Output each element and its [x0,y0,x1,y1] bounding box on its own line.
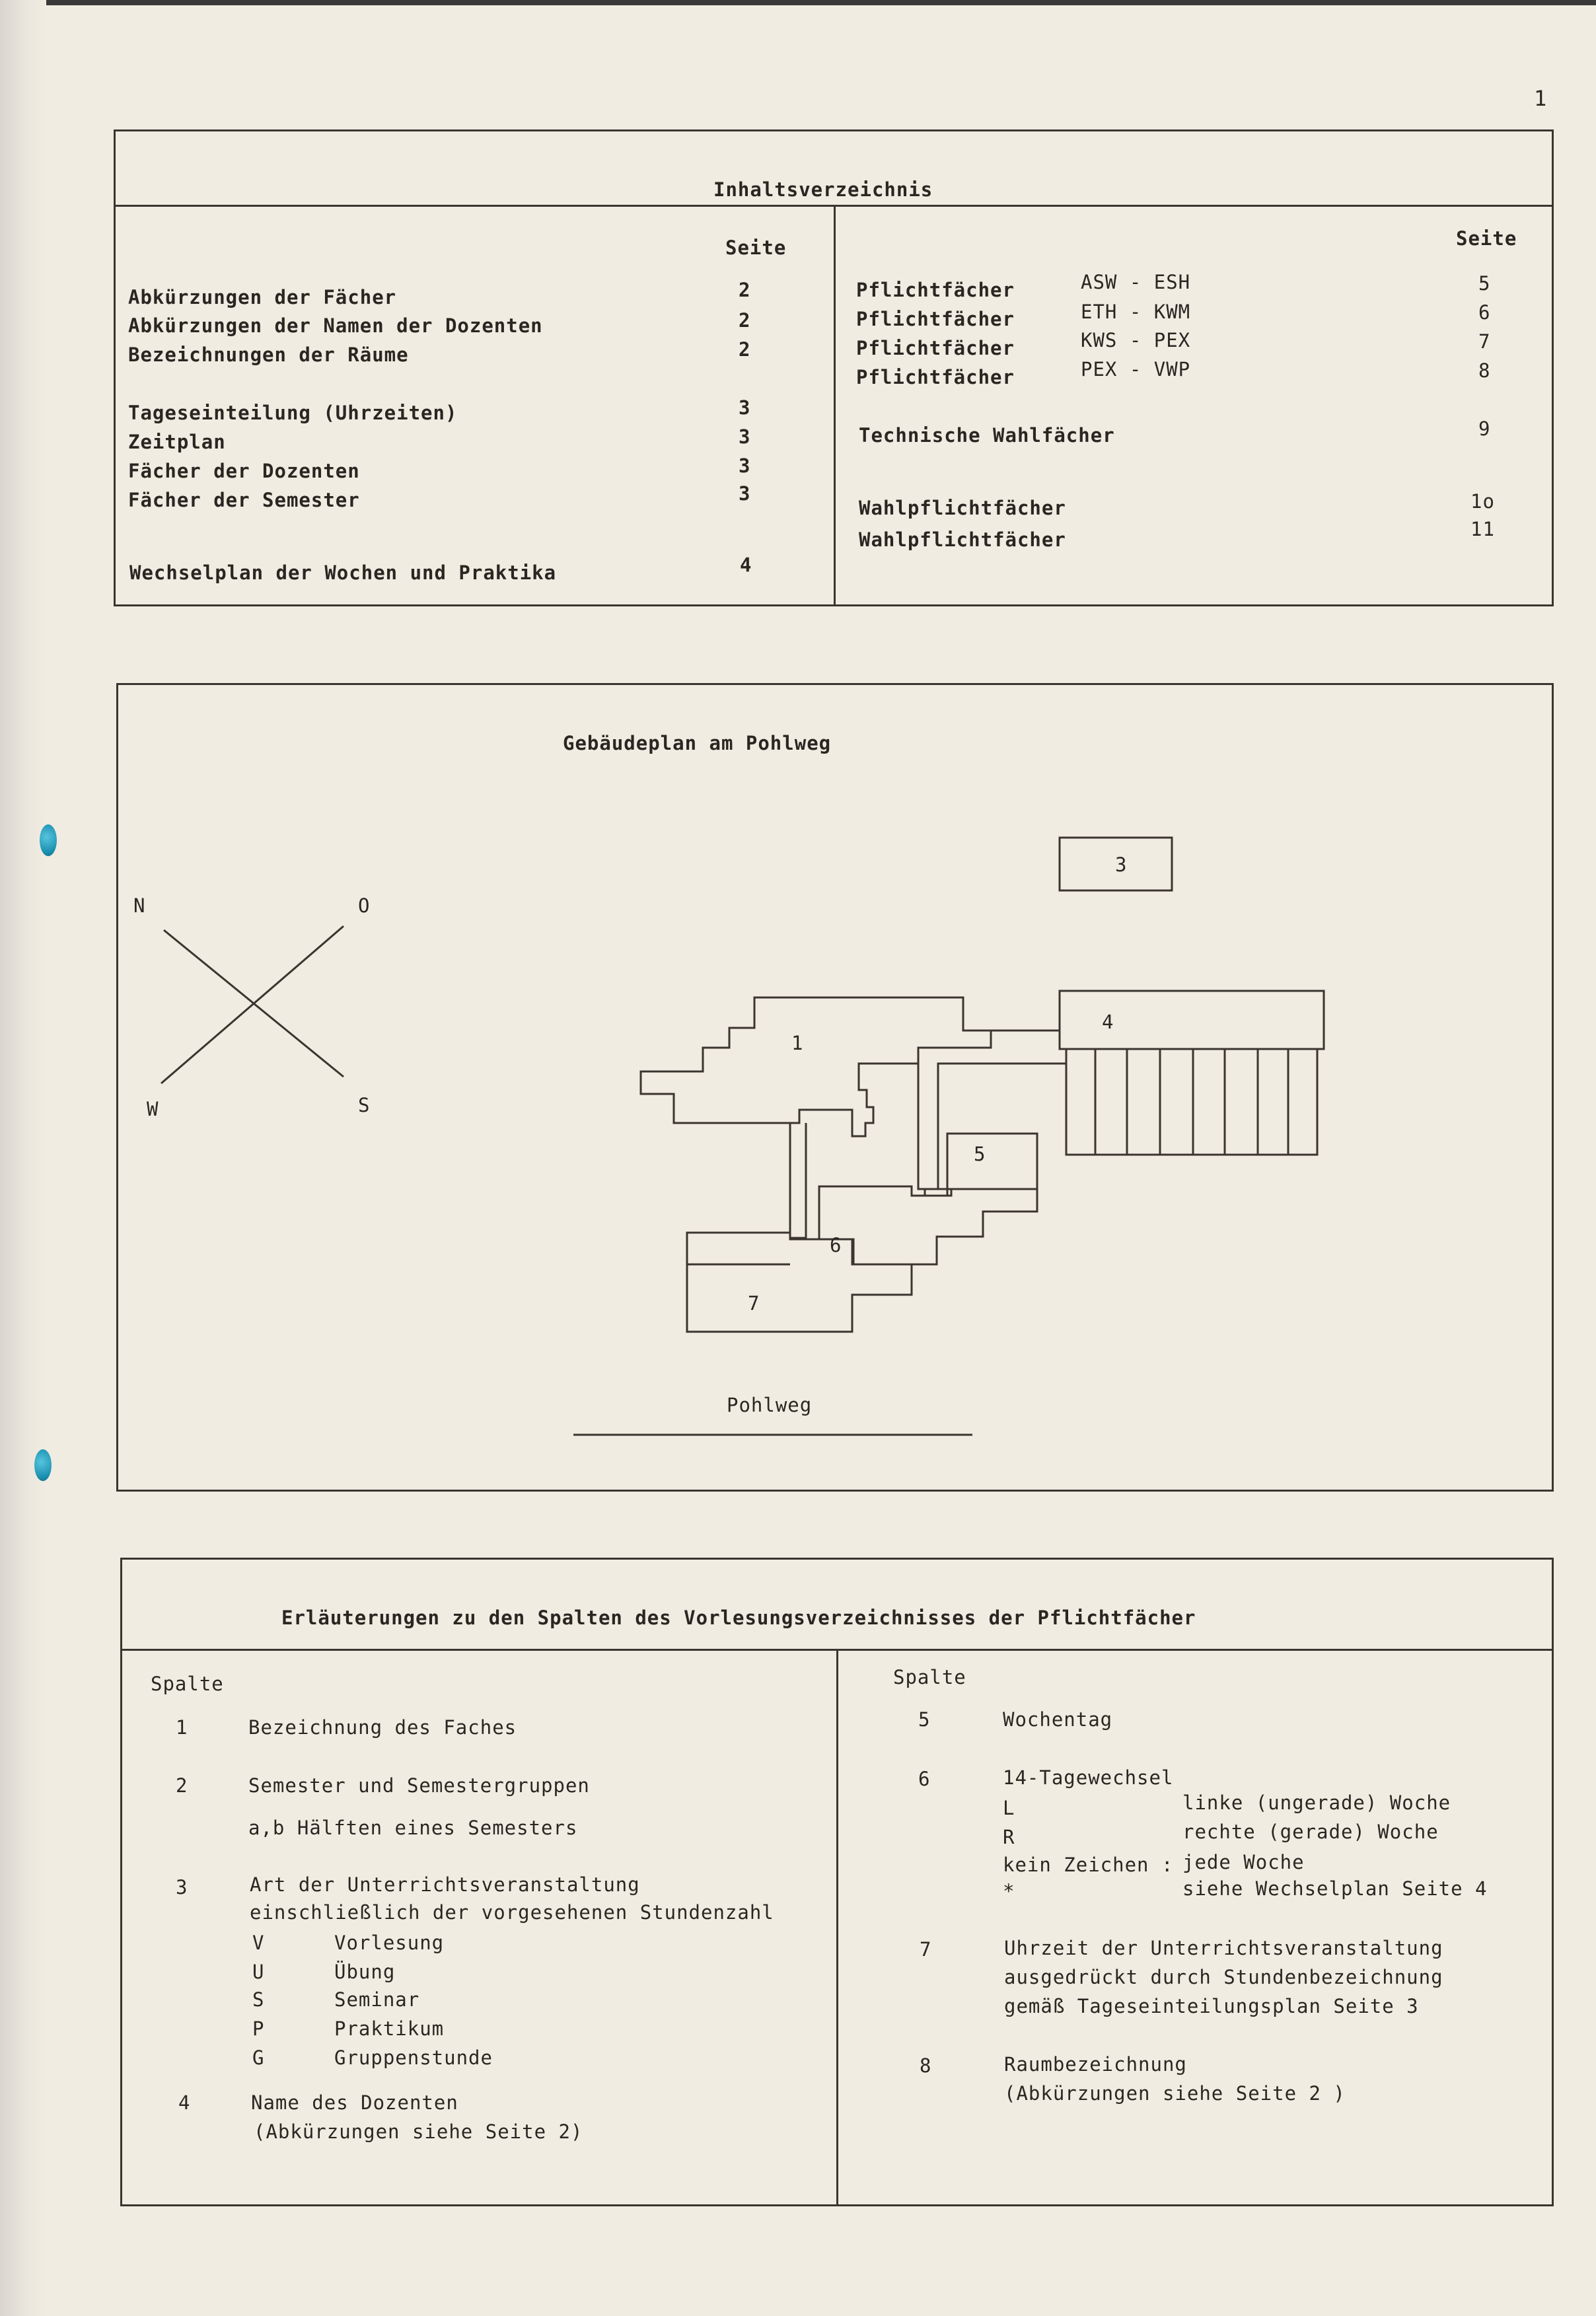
toc-right-page: 7 [1478,330,1491,353]
toc-left-page: 3 [739,396,751,419]
toc-left-item[interactable]: Wechselplan der Wochen und Praktika [129,561,557,584]
compass-o: O [358,894,371,917]
type-code: S [252,1988,265,2011]
plan-title: Gebäudeplan am Pohlweg [563,732,832,754]
toc-left-page: 4 [740,554,752,576]
toc-left-item[interactable]: Abkürzungen der Fächer [128,286,397,308]
wechsel-label: jede Woche [1182,1851,1305,1873]
col-subtext: a,b Hälften eines Semesters [248,1817,578,1839]
explanations-column-divider [836,1649,838,2206]
type-label: Seminar [334,1988,420,2011]
toc-right-range: ETH - KWM [1081,301,1191,323]
col-text: Bezeichnung des Faches [248,1716,517,1739]
toc-left-page: 2 [739,279,751,301]
compass-n: N [133,894,146,917]
toc-left-page: 2 [739,338,751,361]
col-text: Art der Unterrichtsveranstaltung [250,1873,640,1896]
type-code: P [252,2017,265,2040]
type-code: V [252,1932,265,1954]
col-text: Uhrzeit der Unterrichtsveranstaltung [1004,1937,1443,1959]
wechsel-label: siehe Wechselplan Seite 4 [1182,1877,1488,1900]
col-num: 8 [920,2054,932,2077]
toc-right-item[interactable]: Technische Wahlfächer [859,424,1115,447]
building-3-label: 3 [1115,853,1128,876]
toc-right-item[interactable]: Pflichtfächer [856,366,1015,388]
street-label: Pohlweg [727,1394,813,1416]
toc-left-item[interactable]: Tageseinteilung (Uhrzeiten) [128,402,458,424]
col-text: gemäß Tageseinteilungsplan Seite 3 [1004,1995,1419,2017]
explanations-title: Erläuterungen zu den Spalten des Vorlesungsverzeichnisses der Pflichtfächer [281,1607,1196,1629]
col-text: Wochentag [1003,1708,1113,1731]
building-6-label: 6 [830,1234,842,1256]
spalte-left-header: Spalte [151,1673,224,1695]
toc-right-page: 8 [1478,359,1491,382]
toc-right-page: 6 [1478,301,1491,324]
col-text: Semester und Semestergruppen [248,1774,590,1797]
toc-right-page: 11 [1470,518,1495,540]
page-number: 1 [1534,86,1548,111]
toc-right-item[interactable]: Wahlpflichtfächer [859,497,1066,519]
toc-right-item[interactable]: Pflichtfächer [856,337,1015,359]
col-num: 1 [176,1716,188,1739]
toc-right-item[interactable]: Wahlpflichtfächer [859,528,1066,551]
wechsel-code: kein Zeichen : [1003,1854,1174,1876]
toc-right-range: KWS - PEX [1081,329,1191,351]
toc-right-page: 5 [1478,272,1491,295]
toc-seite-left: Seite [725,236,787,259]
toc-left-page: 3 [739,425,751,448]
toc-left-item[interactable]: Zeitplan [128,431,226,453]
col-num: 2 [176,1774,188,1797]
col-text: Name des Dozenten [251,2091,458,2114]
col-num: 5 [918,1708,931,1731]
toc-left-item[interactable]: Abkürzungen der Namen der Dozenten [128,314,543,337]
building-7-label: 7 [748,1292,760,1315]
col-text: einschließlich der vorgesehenen Stundenzahl [250,1901,774,1924]
type-label: Praktikum [334,2017,445,2040]
toc-left-page: 2 [739,309,751,332]
col-num: 4 [178,2091,191,2114]
toc-right-range: ASW - ESH [1081,271,1191,293]
type-label: Gruppenstunde [334,2046,493,2069]
building-1-label: 1 [791,1032,804,1054]
toc-left-item[interactable]: Fächer der Dozenten [128,460,360,482]
toc-right-item[interactable]: Pflichtfächer [856,279,1015,301]
toc-left-item[interactable]: Fächer der Semester [128,489,360,511]
toc-right-item[interactable]: Pflichtfächer [856,308,1015,330]
toc-right-page: 1o [1470,490,1495,513]
col-num: 6 [918,1768,931,1790]
col-text: Raumbezeichnung [1004,2053,1187,2076]
building-4-label: 4 [1102,1011,1114,1033]
toc-right-range: PEX - VWP [1081,358,1191,380]
compass-s: S [358,1094,371,1116]
toc-seite-right: Seite [1456,227,1517,250]
toc-left-page: 3 [739,482,751,505]
col-subtext: (Abkürzungen siehe Seite 2) [254,2120,583,2143]
type-label: Übung [334,1961,396,1983]
col-text: ausgedrückt durch Stundenbezeichnung [1004,1966,1443,1988]
col-num: 7 [920,1938,932,1961]
toc-left-page: 3 [739,454,751,477]
compass-w: W [147,1098,159,1120]
type-label: Vorlesung [334,1932,445,1954]
type-code: U [252,1961,265,1983]
spalte-right-header: Spalte [893,1666,966,1688]
toc-right-page: 9 [1478,417,1491,440]
toc-left-item[interactable]: Bezeichnungen der Räume [128,344,409,366]
col-text: (Abkürzungen siehe Seite 2 ) [1004,2082,1346,2105]
wechsel-label: rechte (gerade) Woche [1182,1821,1439,1843]
col-num: 3 [176,1876,188,1899]
wechsel-label: linke (ungerade) Woche [1182,1791,1451,1814]
col-text: 14-Tagewechsel [1003,1766,1174,1789]
wechsel-code: * [1003,1880,1015,1902]
type-code: G [252,2046,265,2069]
toc-title: Inhaltsverzeichnis [713,178,933,201]
wechsel-code: L [1003,1797,1015,1819]
wechsel-code: R [1003,1826,1015,1848]
building-5-label: 5 [974,1143,986,1165]
